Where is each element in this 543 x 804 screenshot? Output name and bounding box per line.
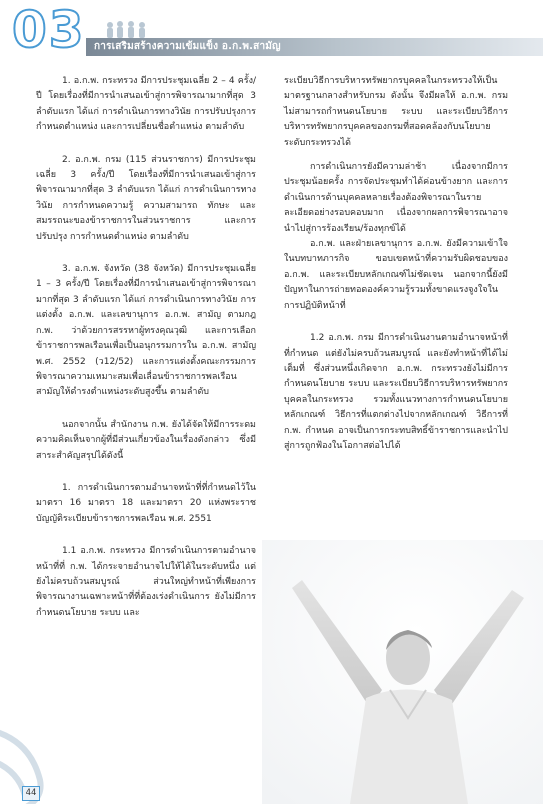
paragraph: 1.1 อ.ก.พ. กระทรวง มีการดำเนินการตามอำนาจหน้าที่ที่ ก.พ. ได้กระจายอำนาจไปให้ได้ในระดับหนึ่ง แต่ยังไม่ครบถ้วนสมบูรณ์ ส่วนใหญ่ทำหน้าที่เพียงการพิจารณางานเฉพาะหน้าที่ที่ต้องเร่งดำเนินการ ยังไม่มีการกำหนดนโยบาย ระบบ และ <box>36 546 256 618</box>
paragraph: 1. การดำเนินการตามอำนาจหน้าที่ที่กำหนดไว้ในมาตรา 16 มาตรา 18 และมาตรา 20 แห่งพระราชบัญญัติระเบียบข้าราชการพลเรือน พ.ศ. 2551 <box>36 482 256 524</box>
person-arms-raised-photo <box>262 540 543 804</box>
paragraph: 1.2 อ.ก.พ. กรม มีการดำเนินงานตามอำนาจหน้าที่ที่กำหนด แต่ยังไม่ครบถ้วนสมบูรณ์ และยังทำหน้าที่ได้ไม่เต็มที่ ซึ่งส่วนหนึ่งเกิดจาก อ.ก.พ. กระทรวงยังไม่มีการกำหนดนโยบาย ระบบ และระเบียบวิธีการบริหารทรัพยากรบุคคลในกระทรวง รวมทั้งแนวทางการกำหนดนโยบาย หลักเกณฑ์ วิธีการที่แตกต่างไปจากหลักเกณฑ์ วิธีการที่ ก.พ. กำหนด อาจเป็นการกระทบสิทธิ์ข้าราชการและนำไปสู่การถูกฟ้องในโอกาสต่อไปได้ <box>284 333 508 451</box>
right-column <box>284 74 508 454</box>
paragraph: ระเบียบวิธีการบริหารทรัพยากรบุคคลในกระทรวงให้เป็นมาตรฐานกลางสำหรับกรม ดังนั้น จึงมีผลให้ อ.ก.พ. กรม ไม่สามารถกำหนดนโยบาย ระบบ และระเบียบวิธีการบริหารทรัพยากรบุคคลของกรมที่สอดคล้องกับนโยบายระดับกระทรวงได้ <box>284 76 508 148</box>
paragraph: การดำเนินการยังมีความล่าช้า เนื่องจากมีการประชุมน้อยครั้ง การจัดประชุมทำได้ค่อนข้างยาก และการดำเนินการด้านบุคคลหลายเรื่องต้องพิจารณาในรายละเอียดอย่างรอบคอบมาก เนื่องจากผลการพิจารณาอาจนำไปสู่การร้องเรียน/ร้องทุกข์ได้ <box>284 162 508 234</box>
paragraph: 3. อ.ก.พ. จังหวัด (38 จังหวัด) มีการประชุมเฉลี่ย 1 – 3 ครั้ง/ปี โดยเรื่องที่มีการนำเสนอเข้าสู่การพิจารณามากที่สุด 3 ลำดับแรก ได้แก่ การดำเนินการทางวินัย การแต่งตั้ง อ.ก.พ. และเลขานุการ อ.ก.พ. สามัญ ตามกฎ ก.พ. ว่าด้วยการสรรหาผู้ทรงคุณวุฒิ และการเลือกข้าราชการพลเรือนเพื่อเป็นอนุกรรมการใน อ.ก.พ. สามัญ พ.ศ. 2552 (ว12/52) และการแต่งตั้งคณะกรรมการพิจารณาความเหมาะสมเพื่อเลื่อนข้าราชการพลเรือนสามัญให้ดำรงตำแหน่งระดับสูงขึ้น ตามลำดับ <box>36 264 256 398</box>
people-silhouette-icon <box>104 20 148 38</box>
left-column <box>36 74 256 621</box>
chapter-number: 03 <box>12 1 86 59</box>
paragraph: นอกจากนั้น สำนักงาน ก.พ. ยังได้จัดให้มีการระดมความคิดเห็นจากผู้ที่มีส่วนเกี่ยวข้องในเรื่องดังกล่าว ซึ่งมีสาระสำคัญสรุปได้ดังนี้ <box>36 419 256 461</box>
paragraph: อ.ก.พ. และฝ่ายเลขานุการ อ.ก.พ. ยังมีความเข้าใจในบทบาทภารกิจ ขอบเขตหน้าที่ความรับผิดชอบของ อ.ก.พ. และระเบียบหลักเกณฑ์ไม่ชัดเจน นอกจากนี้ยังมีปัญหาในการถ่ายทอดองค์ความรู้รวมทั้งขาดแรงจูงใจในการปฏิบัติหน้าที่ <box>284 239 508 311</box>
page-header <box>0 0 543 62</box>
section-title: การเสริมสร้างความเข้มแข็ง อ.ก.พ.สามัญ <box>94 41 281 52</box>
page-number: 44 <box>22 786 40 801</box>
paragraph: 2. อ.ก.พ. กรม (115 ส่วนราชการ) มีการประชุมเฉลี่ย 3 ครั้ง/ปี โดยเรื่องที่มีการนำเสนอเข้าสู่การพิจารณามากที่สุด 3 ลำดับแรก ได้แก่ การดำเนินการทางวินัย การกำหนดความรู้ ความสามารถ ทักษะ และสมรรถนะของข้าราชการในส่วนราชการ และการปรับปรุง การกำหนดตำแหน่ง ตามลำดับ <box>36 154 256 242</box>
paragraph: 1. อ.ก.พ. กระทรวง มีการประชุมเฉลี่ย 2 – 4 ครั้ง/ปี โดยเรื่องที่มีการนำเสนอเข้าสู่การพิจารณามากที่สุด 3 ลำดับแรก ได้แก่ การดำเนินการทางวินัย การปรับปรุงการกำหนดตำแหน่ง และการเปลี่ยนชื่อตำแหน่ง ตามลำดับ <box>36 76 256 133</box>
